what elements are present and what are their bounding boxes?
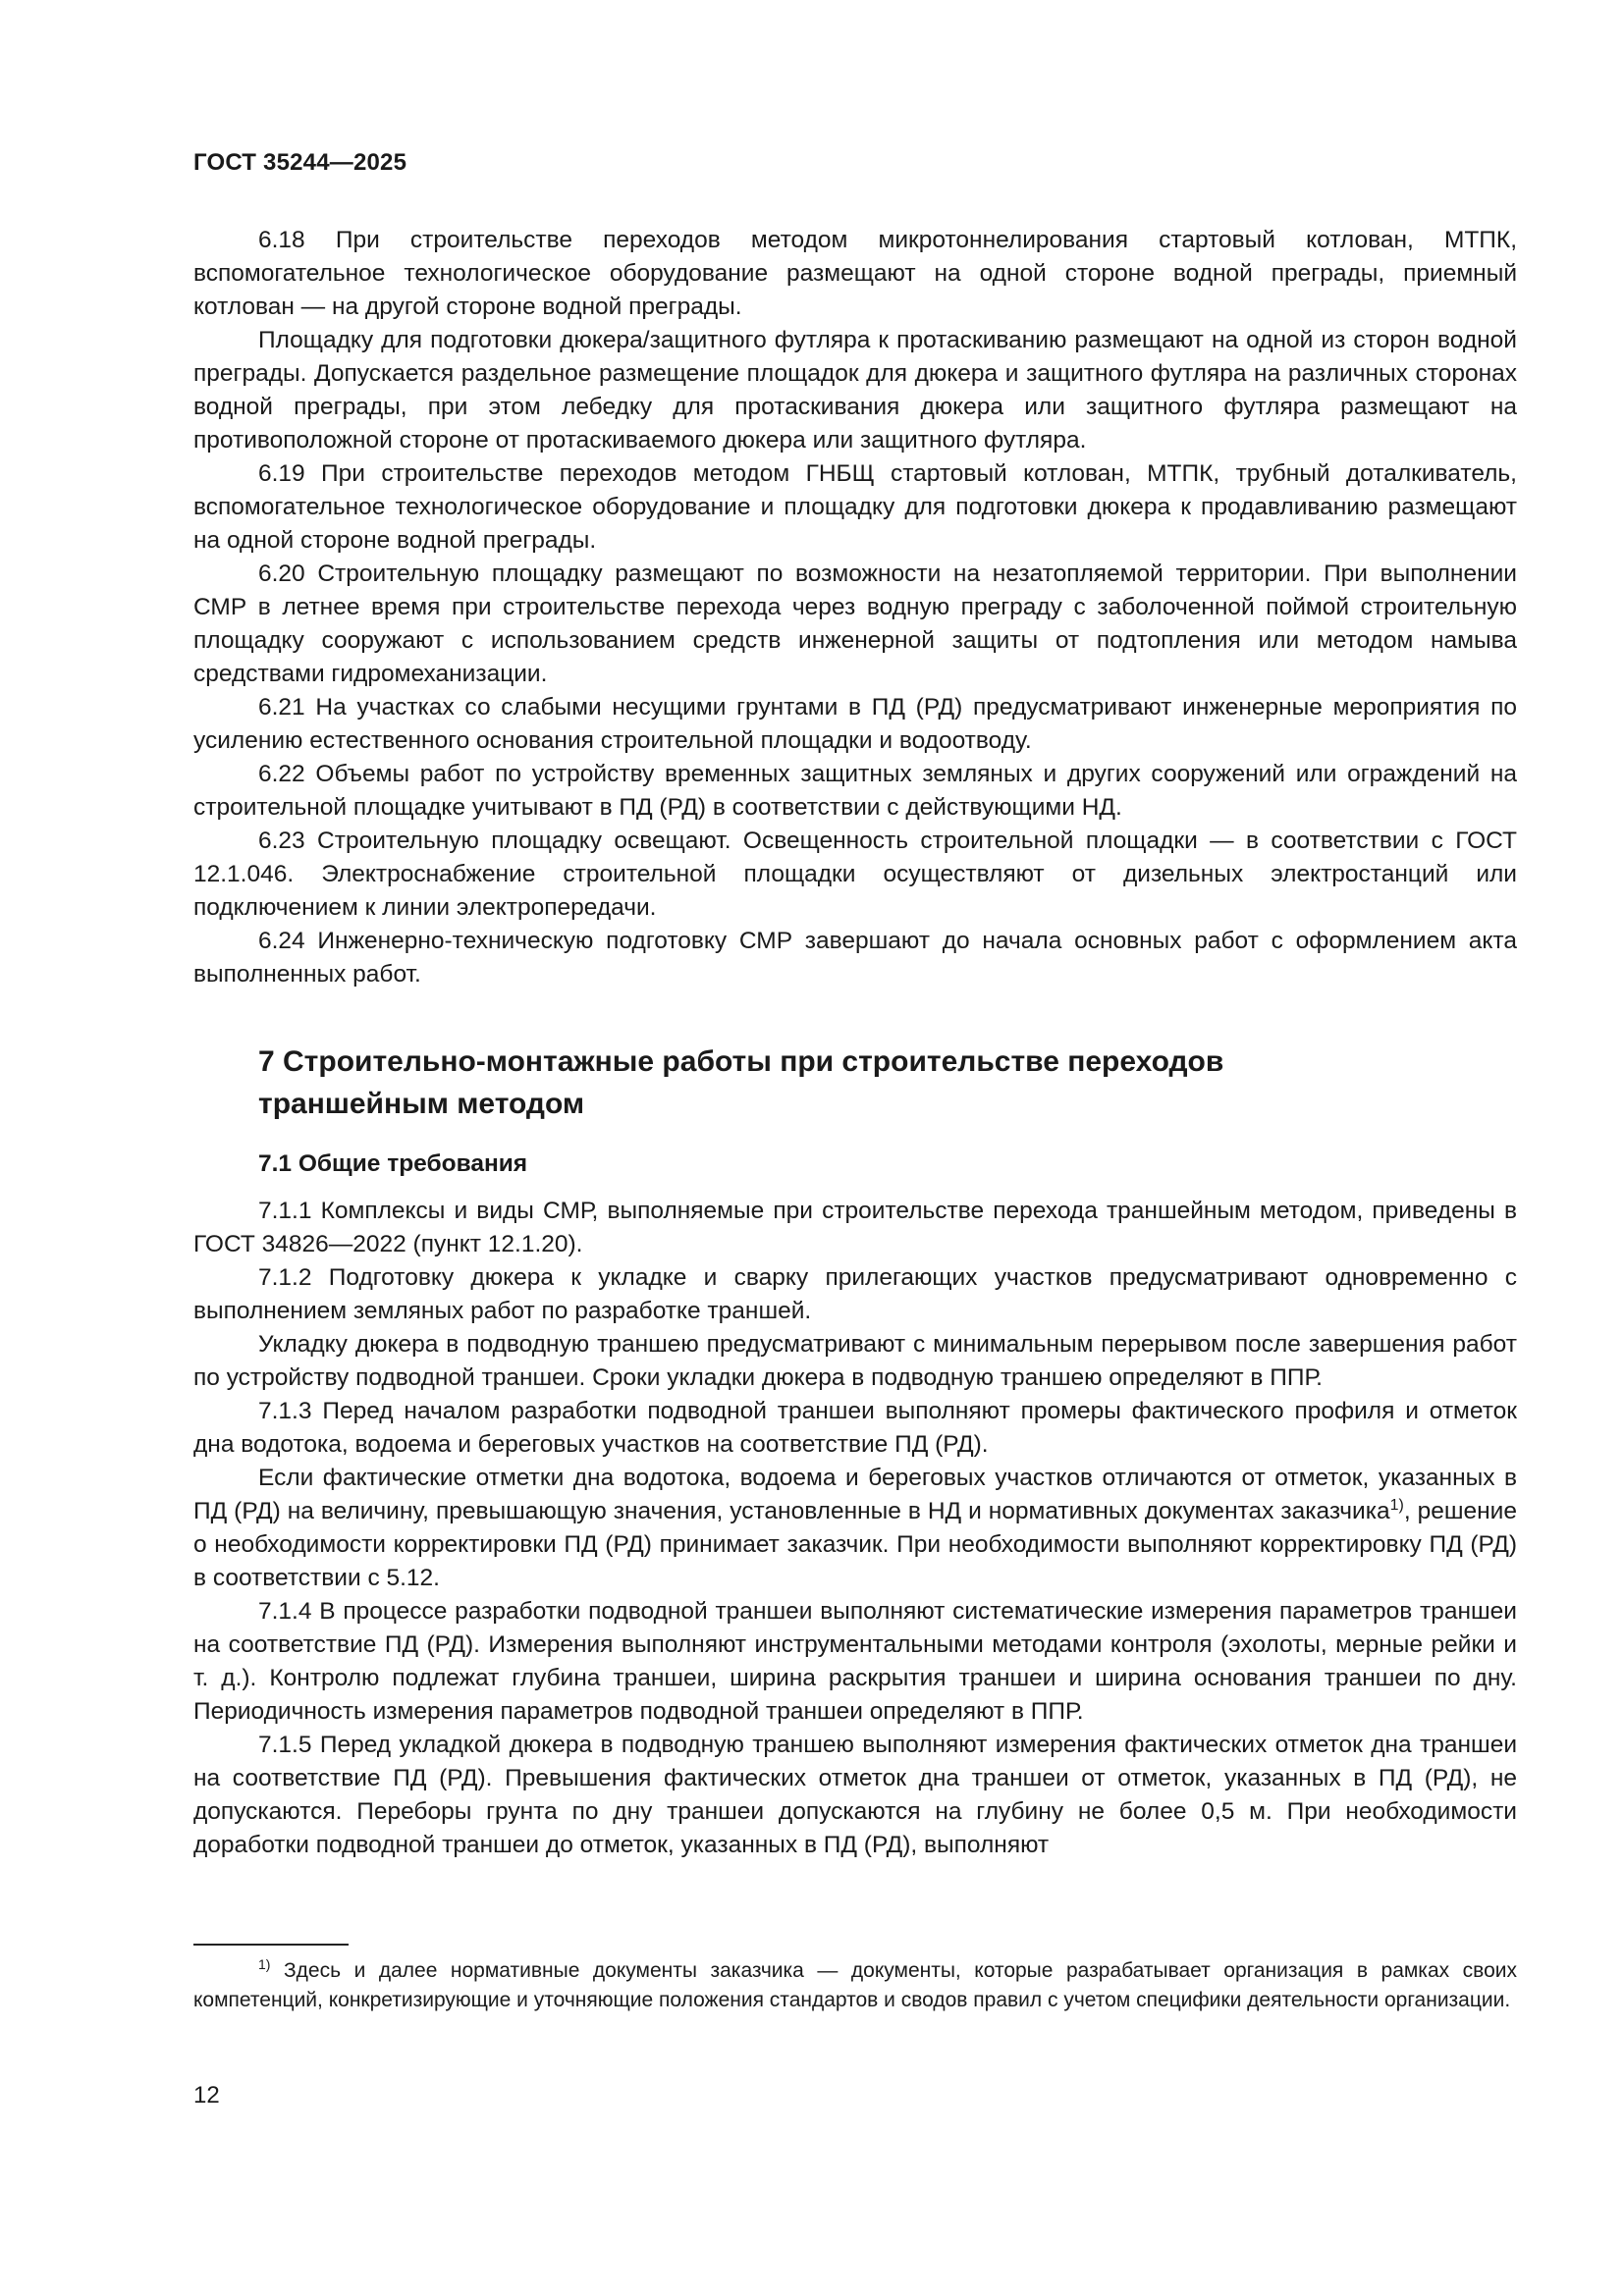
paragraph-text-after-ref: , решение о необходимости корректировки ПД (РД) принимает заказчик. При необходимости выполняют корректировку ПД (РД) в соответствии с 5.12. [193,1498,1517,1591]
paragraph-actual-marks [193,1462,1517,1595]
footnote-text: Здесь и далее нормативные документы заказчика — документы, которые разрабатывает организация в рамках своих компетенций, конкретизирующие и уточняющие положения стандартов и сводов правил с учетом специфики деятельности организации. [193,1959,1517,2011]
paragraph-7-1-4: 7.1.4 В процессе разработки подводной траншеи выполняют систематические измерения параметров траншеи на соответствие ПД (РД). Измерения выполняют инструментальными методами контроля (эхолоты, мерные рейки и т. д.). Контролю подлежат глубина траншеи, ширина раскрытия траншеи и ширина основания траншеи по дну. Периодичность измерения параметров подводной траншеи определяют в ППР. [193,1598,1517,1725]
paragraph-text-before-ref: Если фактические отметки дна водотока, водоема и береговых участков отличаются от отметок, указанных в ПД (РД) на величину, превышающую значения, установленные в НД и нормативных документах заказчика [193,1465,1517,1524]
paragraph-trench-laying: Укладку дюкера в подводную траншею предусматривают с минимальным перерывом после завершения работ по устройству подводной траншеи. Сроки укладки дюкера в подводную траншею определяют в ППР. [193,1331,1517,1391]
footnote-reference: 1) [1389,1496,1404,1514]
subsection-7-1-heading: 7.1 Общие требования [258,1150,528,1177]
paragraph-6-24: 6.24 Инженерно-техническую подготовку СМР завершают до начала основных работ с оформлением акта выполненных работ. [193,928,1517,988]
footnote-separator [193,1944,349,1946]
paragraph-6-20: 6.20 Строительную площадку размещают по возможности на незатопляемой территории. При выполнении СМР в летнее время при строительстве перехода через водную преграду с заболоченной поймой строительную площадку сооружают с использованием средств инженерной защиты от подтопления или методом намыва средствами гидромеханизации. [193,561,1517,687]
paragraph-7-1-5: 7.1.5 Перед укладкой дюкера в подводную траншею выполняют измерения фактических отметок дна траншеи на соответствие ПД (РД). Превышения фактических отметок дна траншеи от отметок, указанных в ПД (РД), не допускаются. Переборы грунта по дну траншеи допускаются на глубину не более 0,5 м. При необходимости доработки подводной траншеи до отметок, указанных в ПД (РД), выполняют [193,1732,1517,1858]
paragraph-platform-placement: Площадку для подготовки дюкера/защитного футляра к протаскиванию размещают на одной из сторон водной преграды. Допускается раздельное размещение площадок для дюкера и защитного футляра на различных сторонах водной преграды, при этом лебедку для протаскивания дюкера или защитного футляра размещают на противоположной стороне от протаскиваемого дюкера или защитного футляра. [193,327,1517,454]
document-code: ГОСТ 35244—2025 [193,149,407,176]
page-number: 12 [193,2082,220,2109]
paragraph-6-18: 6.18 При строительстве переходов методом микротоннелирования стартовый котлован, МТПК, вспомогательное технологическое оборудование размещают на одной стороне водной преграды, приемный котлован — на другой стороне водной преграды. [193,227,1517,320]
paragraph-7-1-2: 7.1.2 Подготовку дюкера к укладке и сварку прилегающих участков предусматривают одновременно с выполнением земляных работ по разработке траншей. [193,1264,1517,1324]
paragraph-6-21: 6.21 На участках со слабыми несущими грунтами в ПД (РД) предусматривают инженерные мероприятия по усилению естественного основания строительной площадки и водоотводу. [193,694,1517,754]
paragraph-6-19: 6.19 При строительстве переходов методом ГНБЩ стартовый котлован, МТПК, трубный доталкиватель, вспомогательное технологическое оборудование и площадку для подготовки дюкера к продавливанию размещают на одной стороне водной преграды. [193,460,1517,554]
section-7-heading: 7 Строительно-монтажные работы при строительстве переходов траншейным методом [258,1045,1224,1120]
footnote-marker: 1) [258,1956,271,1972]
paragraph-6-22: 6.22 Объемы работ по устройству временных защитных земляных и других сооружений или ограждений на строительной площадке учитывают в ПД (РД) в соответствии с действующими НД. [193,761,1517,821]
paragraph-6-23: 6.23 Строительную площадку освещают. Освещенность строительной площадки — в соответствии с ГОСТ 12.1.046. Электроснабжение строительной площадки осуществляют от дизельных электростанций или подключением к линии электропередачи. [193,828,1517,921]
footnote [193,1956,1517,2015]
paragraph-7-1-3: 7.1.3 Перед началом разработки подводной траншеи выполняют промеры фактического профиля и отметок дна водотока, водоема и береговых участков на соответствие ПД (РД). [193,1398,1517,1458]
page-body [193,224,1517,1862]
paragraph-7-1-1: 7.1.1 Комплексы и виды СМР, выполняемые при строительстве перехода траншейным методом, приведены в ГОСТ 34826—2022 (пункт 12.1.20). [193,1198,1517,1257]
